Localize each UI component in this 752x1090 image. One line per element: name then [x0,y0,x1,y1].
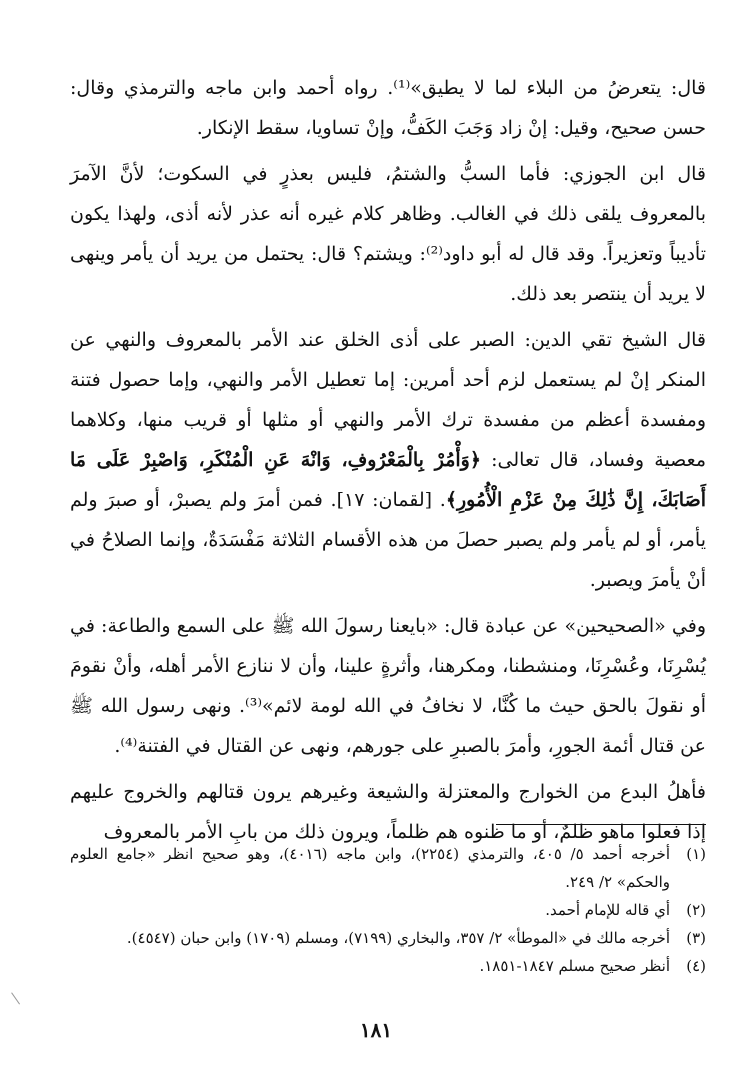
footnote-text: أي قاله للإمام أحمد. [545,901,670,919]
paragraph-1-text: قال: يتعرضُ من البلاء لما لا يطيق»⁽¹⁾. رواه أحمد وابن ماجه والترمذي وقال: حسن صحيح، وقيل: إنْ زاد وَجَبَ الكَفُّ، وإنْ تساويا، سقط الإنكار. [70,77,706,139]
quran-verse: ﴿وَأْمُرْ بِالْمَعْرُوفِ، وَانْهَ عَنِ الْمُنْكَرِ، وَاصْبِرْ عَلَى مَا أَصَابَكَ، إِنَّ ذَٰلِكَ مِنْ عَزْمِ الْأُمُورِ﴾ [70,449,707,511]
paragraph-1 [70,68,706,148]
footnote-number: (٤) [686,957,706,975]
paragraph-3 [70,320,706,600]
paragraph-4 [70,606,706,766]
footnote-text: أنظر صحيح مسلم ١٨٤٧-١٨٥١. [479,957,670,975]
footnote-4 [70,952,706,980]
footnote-2 [70,896,706,924]
paragraph-2 [70,154,706,314]
footnotes [70,840,706,980]
page-number: ١٨١ [359,1018,393,1042]
paragraph-3-text-after-verse: . [لقمان: ١٧]. فمن أمرَ ولم يصبرْ، أو صبرَ ولم يأمر، أو لم يأمر ولم يصبر حصلَ من هذه الأقسام الثلاثة مَفْسَدَةٌ، وإنما الصلاحُ في أنْ يأمرَ ويصبر. [70,489,706,591]
footnote-3 [70,924,706,952]
paragraph-5-text: فأهلُ البدع من الخوارج والمعتزلة والشيعة وغيرهم يرون قتالهم والخروج عليهم إذا فعلوا ماهو ظلمٌ، أو ما ظنوه هم ظلماً، ويرون ذلك من بابِ الأمر بالمعروف [70,781,706,843]
paragraph-3-text-before-verse: قال الشيخ تقي الدين: الصبر على أذى الخلق عند الأمر بالمعروف والنهي عن المنكر إنْ لم يستعمل لزم أحد أمرين: إما تعطيل الأمر والنهي، وإما حصول فتنة ومفسدة أعظم من مفسدة ترك الأمر والنهي أو مثلها أو قريب منها، وكلاهما معصية وفساد، قال تعالى: [70,329,706,471]
margin-scan-mark [11,986,30,1005]
footnote-divider [496,824,706,825]
footnote-1 [70,840,706,896]
paragraph-2-text: قال ابن الجوزي: فأما السبُّ والشتمُ، فليس بعذرٍ في السكوت؛ لأنَّ الآمرَ بالمعروف يلقى ذلك في الغالب. وظاهر كلام غيره أنه عذر لأنه أذى، ولهذا يكون تأديباً وتعزيراً. وقد قال له أبو داود⁽²⁾: ويشتم؟ قال: يحتمل من يريد أن يأمر وينهى لا يريد أن ينتصر بعد ذلك. [70,163,706,305]
footnote-text: أخرجه مالك في «الموطأ» ٢/ ٣٥٧، والبخاري (٧١٩٩)، ومسلم (١٧٠٩) وابن حبان (٤٥٤٧). [126,929,670,947]
footnote-number: (٣) [686,929,706,947]
footnote-number: (٢) [686,901,706,919]
paragraph-4-text: وفي «الصحيحين» عن عبادة قال: «بايعنا رسولَ الله ﷺ على السمع والطاعة: في يُسْرِنَا، وعُسْرِنَا، ومنشطنا، ومكرهنا، وأثرةٍ علينا، وأن لا ننازع الأمر أهله، وأنْ نقومَ أو نقولَ بالحق حيث ما كُنَّا، لا نخافُ في الله لومة لائم»⁽³⁾. ونهى رسول الله ﷺ عن قتال أئمة الجورِ، وأمرَ بالصبرِ على جورهم، ونهى عن القتال في الفتنة⁽⁴⁾. [70,615,706,757]
footnote-number: (١) [686,845,706,863]
footnote-text: أخرجه أحمد ٥/ ٤٠٥، والترمذي (٢٢٥٤)، وابن ماجه (٤٠١٦)، وهو صحيح انظر «جامع العلوم والحكم» ٢/ ٢٤٩. [70,845,670,891]
